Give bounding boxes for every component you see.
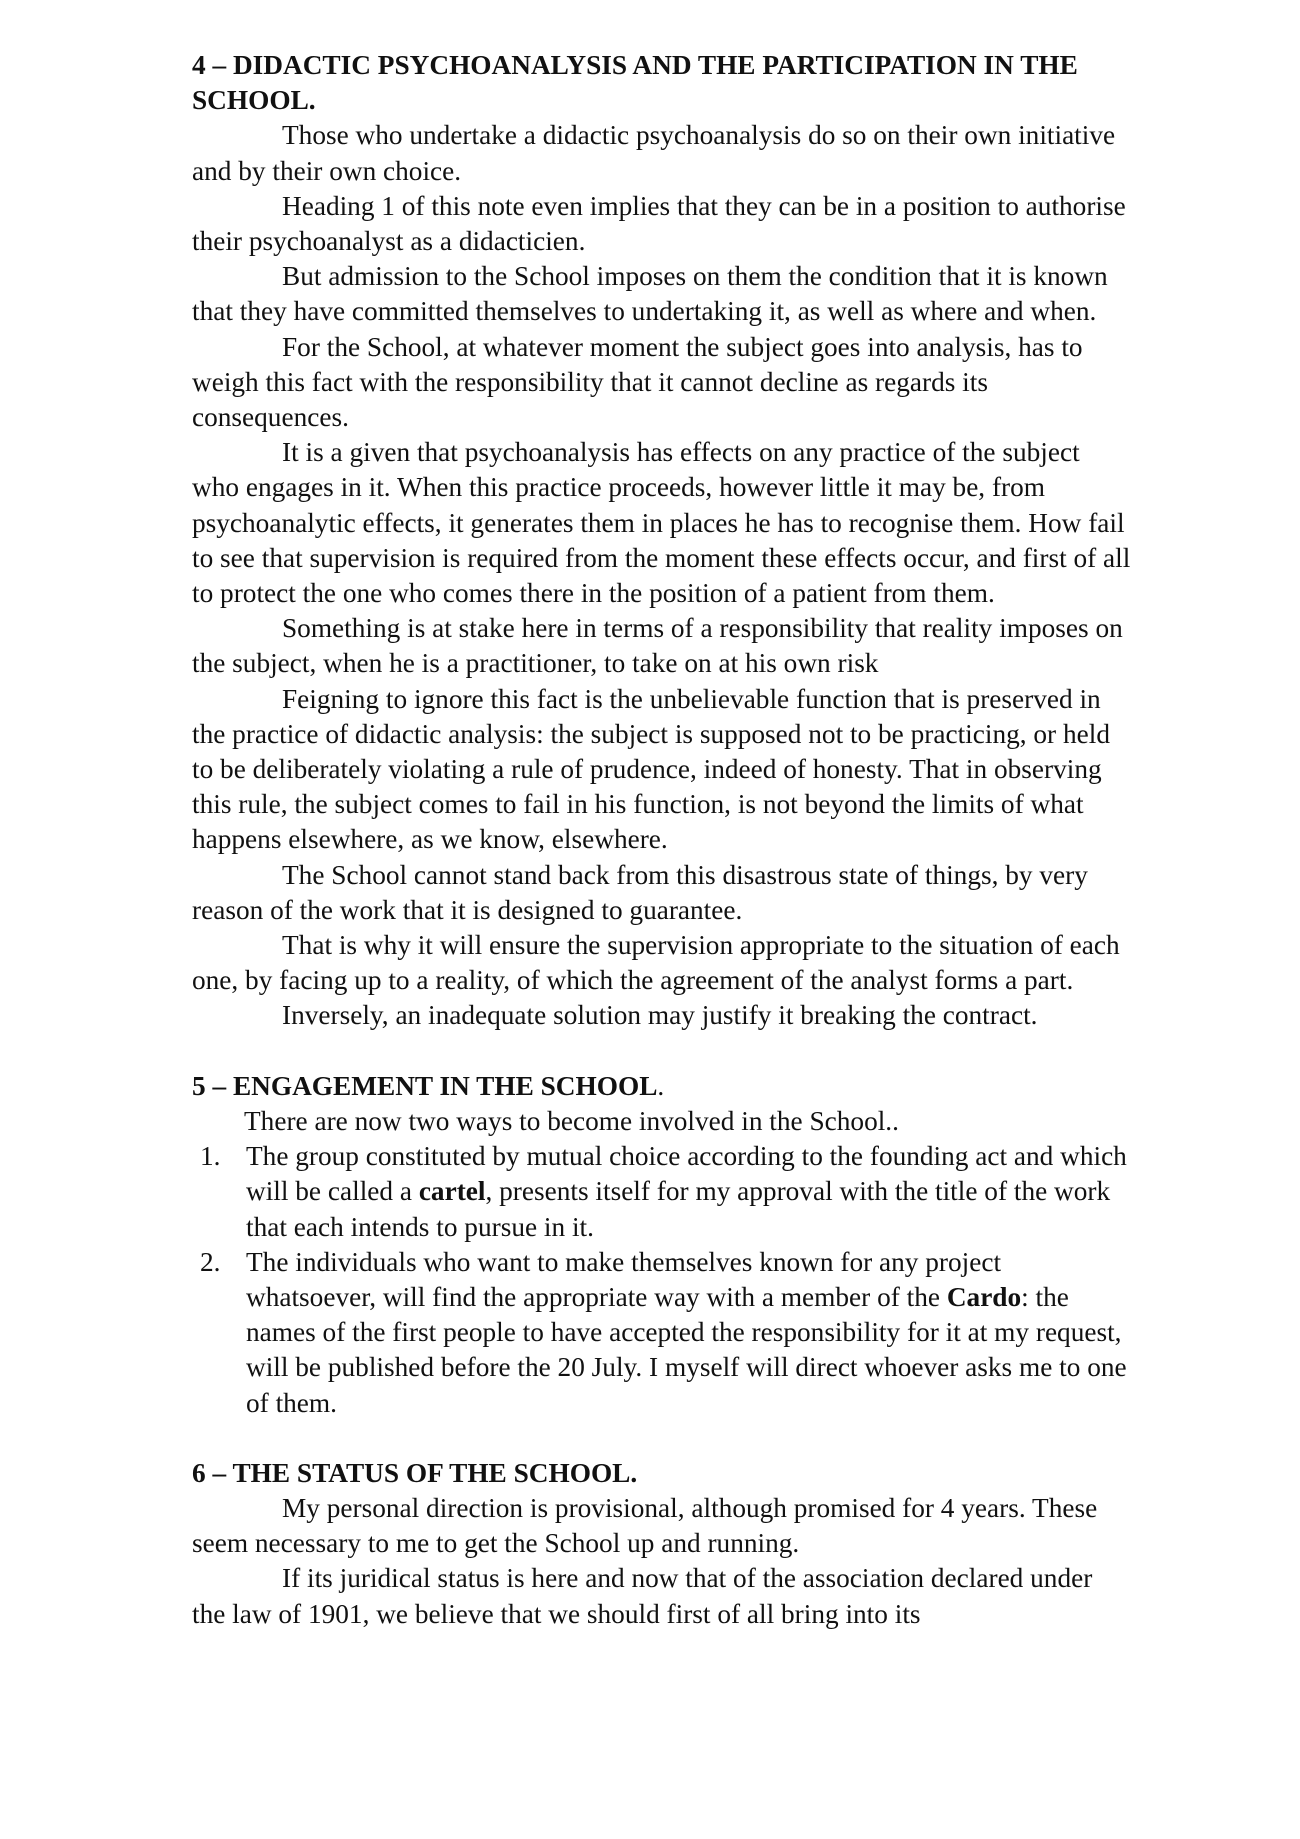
- section-spacer: [192, 1421, 1132, 1456]
- section-5-intro: There are now two ways to become involved in the School..: [244, 1105, 899, 1136]
- section-6-heading: 6 – THE STATUS OF THE SCHOOL.: [192, 1457, 638, 1488]
- list-item-text: : the names of the first people to have accepted the responsibility for it at my request, will be published before the 20 July. I myself will direct whoever asks me to one of them.: [246, 1281, 1127, 1418]
- list-item-text: , presents itself for my approval with the title of the work that each intends to pursue in it.: [246, 1176, 1111, 1242]
- section-4-paragraph: It is a given that psychoanalysis has effects on any practice of the subject who engages in it. When this practice proceeds, however little it may be, from psychoanalytic effects, it generates them in places he has to recognise them. How fail to see that supervision is required from the moment these effects occur, and first of all to protect the one who comes there in the position of a patient from them.: [192, 437, 1131, 609]
- section-4-paragraph: Something is at stake here in terms of a responsibility that reality imposes on the subject, when he is a practitioner, to take on at his own risk: [192, 613, 1123, 679]
- section-4-paragraph: For the School, at whatever moment the subject goes into analysis, has to weigh this fact with the responsibility that it cannot decline as regards its consequences.: [192, 331, 1083, 433]
- list-item-text: The individuals who want to make themselves known for any project whatsoever, will find the appropriate way with a member of the: [246, 1246, 1002, 1312]
- section-4-heading: 4 – DIDACTIC PSYCHOANALYSIS AND THE PARTICIPATION IN THE SCHOOL.: [192, 50, 1078, 116]
- list-item-bold-term: Cardo: [946, 1281, 1022, 1312]
- list-item: [192, 1139, 1132, 1245]
- section-4-paragraph: That is why it will ensure the supervision appropriate to the situation of each one, by facing up to a reality, of which the agreement of the analyst forms a part.: [192, 930, 1120, 996]
- section-4-paragraph: Feigning to ignore this fact is the unbelievable function that is preserved in the practice of didactic analysis: the subject is supposed not to be practicing, or held to be deliberately violating a rule of prudence, indeed of honesty. That in observing this rule, the subject comes to fail in his function, is not beyond the limits of what happens elsewhere, as we know, elsewhere.: [192, 683, 1110, 855]
- section-4-paragraph: The School cannot stand back from this disastrous state of things, by very reason of the work that it is designed to guarantee.: [192, 859, 1088, 925]
- section-6-paragraph: My personal direction is provisional, although promised for 4 years. These seem necessary to me to get the School up and running.: [192, 1492, 1098, 1559]
- list-item-number: 1.: [200, 1141, 221, 1172]
- list-item-bold-term: cartel: [418, 1176, 486, 1207]
- section-4-paragraph: But admission to the School imposes on them the condition that it is known that they have committed themselves to undertaking it, as well as where and when.: [192, 261, 1108, 327]
- section-4-paragraph: Heading 1 of this note even implies that they can be in a position to authorise their psychoanalyst as a didacticien.: [192, 190, 1126, 257]
- list-item-number: 2.: [200, 1246, 221, 1277]
- engagement-list: [192, 1139, 1132, 1421]
- document-page: [192, 48, 1132, 1632]
- list-item: [192, 1245, 1132, 1421]
- section-spacer: [192, 1034, 1132, 1069]
- section-5-heading-text: 5 – ENGAGEMENT IN THE SCHOOL: [192, 1070, 658, 1101]
- section-6-paragraph: If its juridical status is here and now that of the association declared under the law of 1901, we believe that we should first of all bring into its: [192, 1563, 1093, 1629]
- section-4-paragraph: Inversely, an inadequate solution may justify it breaking the contract.: [282, 1000, 1038, 1031]
- section-5-heading: [192, 1069, 1132, 1104]
- section-5-heading-period: .: [657, 1070, 665, 1101]
- list-item-text: The group constituted by mutual choice according to the founding act and which will be called a: [246, 1141, 1127, 1207]
- section-4-paragraph: Those who undertake a didactic psychoanalysis do so on their own initiative and by their own choice.: [192, 120, 1116, 186]
